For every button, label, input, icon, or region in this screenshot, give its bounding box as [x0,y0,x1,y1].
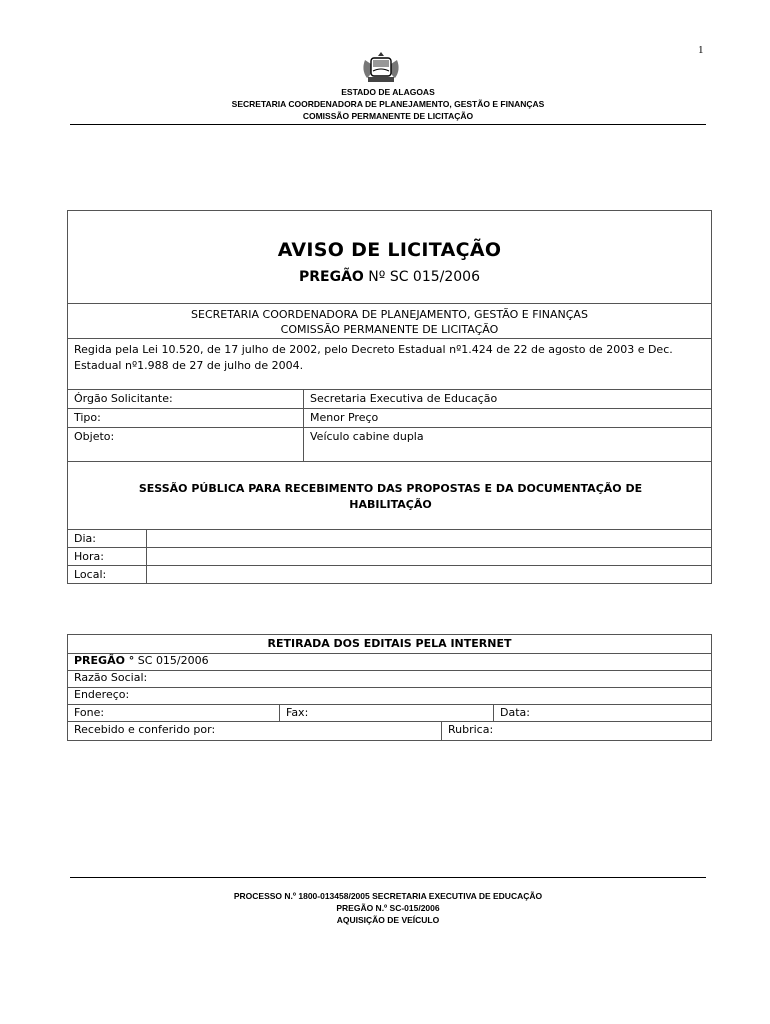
divider [68,389,711,390]
session-heading: SESSÃO PÚBLICA PARA RECEBIMENTO DAS PROPOSTAS E DA DOCUMENTAÇÃO DE HABILITAÇÃO [138,482,643,511]
pregao-line [74,654,209,667]
divider [68,408,711,409]
divider [68,721,711,722]
column-divider [146,529,147,583]
divider [68,303,711,304]
column-divider [303,389,304,461]
notice-box [67,210,712,584]
agency-line2: COMISSÃO PERMANENTE DE LICITAÇÃO [280,323,499,336]
notice-subtitle [68,269,711,285]
column-divider [279,704,280,721]
notice-subtitle-number: Nº SC 015/2006 [363,269,480,285]
page-number: 1 [698,44,704,56]
address-label: Endereço: [74,688,130,701]
pregao-bold: PREGÃO ° [74,654,135,667]
divider [68,670,711,671]
hour-label: Hora: [74,550,104,563]
signature-label: Rubrica: [448,723,494,736]
field-label: Tipo: [74,411,101,424]
company-label: Razão Social: [74,671,148,684]
divider [68,461,711,462]
divider [68,687,711,688]
pregao-number: SC 015/2006 [134,654,209,667]
column-divider [441,721,442,741]
state-coat-of-arms-seal [359,50,403,84]
footer-subject: AQUISIÇÃO DE VEÍCULO [336,915,440,925]
footer-pregao: PREGÃO N.º SC-015/2006 [336,903,440,913]
header-state: ESTADO DE ALAGOAS [341,87,435,97]
document-header [70,86,706,122]
field-label: Órgão Solicitante: [74,392,173,405]
header-secretariat: SECRETARIA COORDENADORA DE PLANEJAMENTO, GESTÃO E FINANÇAS [231,99,545,109]
field-value: Menor Preço [310,411,379,424]
phone-label: Fone: [74,706,105,719]
divider [68,529,711,530]
header-commission: COMISSÃO PERMANENTE DE LICITAÇÃO [302,111,474,121]
notice-title: AVISO DE LICITAÇÃO [277,239,502,261]
document-footer [70,890,706,926]
legal-basis: Regida pela Lei 10.520, de 17 julho de 2002, pelo Decreto Estadual nº1.424 de 22 de agosto de 2003 e Dec. Estadual nº1.988 de 27 de julho de 2004. [74,343,673,372]
footer-process: PROCESSO N.º 1800-013458/2005 SECRETARIA EXECUTIVA DE EDUCAÇÃO [233,891,543,901]
divider [68,565,711,566]
web-notice-form [67,634,712,741]
divider [68,338,711,339]
column-divider [493,704,494,721]
notice-subtitle-bold: PREGÃO [299,269,364,285]
received-by-label: Recebido e conferido por: [74,723,216,736]
agency-line1: SECRETARIA COORDENADORA DE PLANEJAMENTO, GESTÃO E FINANÇAS [191,308,588,321]
fax-label: Fax: [286,706,309,719]
web-form-title: RETIRADA DOS EDITAIS PELA INTERNET [267,637,512,650]
day-label: Dia: [74,532,96,545]
field-label: Objeto: [74,430,115,443]
divider [68,427,711,428]
field-value: Secretaria Executiva de Educação [310,392,498,405]
header-divider [70,124,706,125]
divider [68,547,711,548]
divider [68,704,711,705]
field-value: Veículo cabine dupla [310,430,424,443]
place-label: Local: [74,568,107,581]
footer-divider [70,877,706,878]
date-label: Data: [500,706,530,719]
notice-agency [68,307,711,337]
